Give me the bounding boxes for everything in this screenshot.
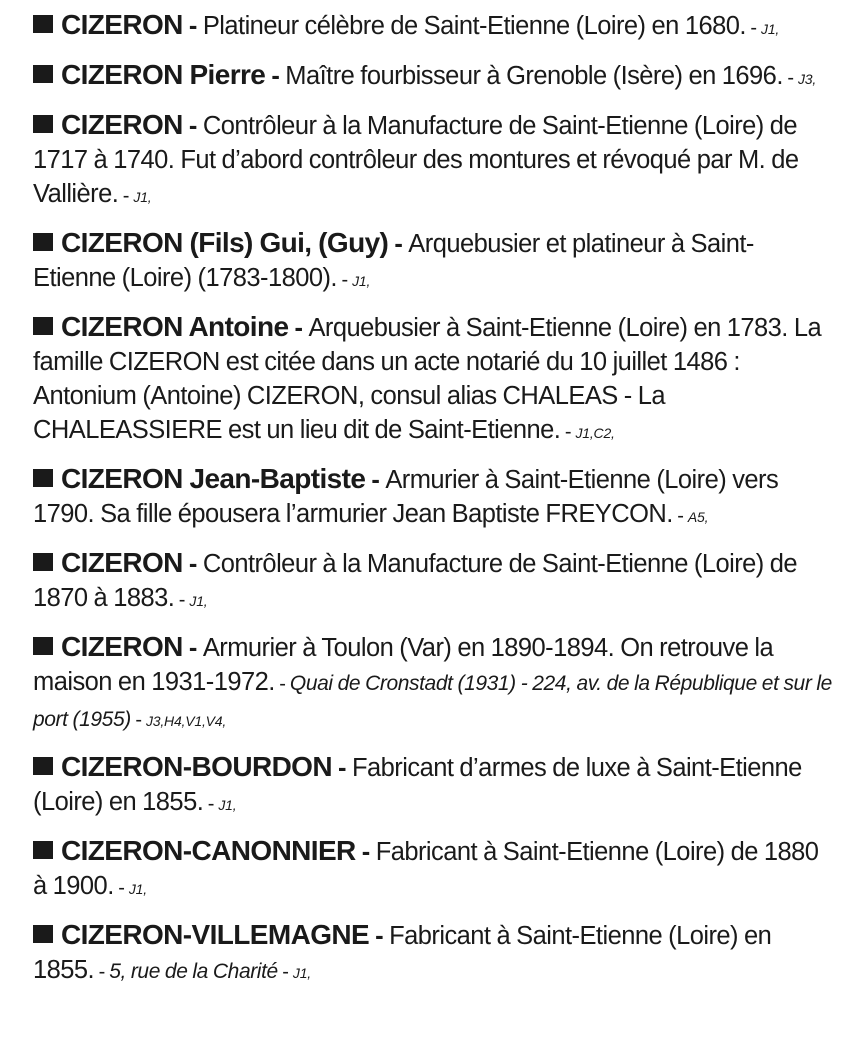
entry-source: J1, — [352, 273, 371, 289]
entry-8: CIZERON - Armurier à Toulon (Var) en 1890-1894. On retrouve la maison en 1931-1972. - Quai de Cronstadt (1931) - 224, av. de la République et sur le port (1955) - J3,H4,V1,V4, — [33, 631, 832, 731]
square-bullet-icon — [33, 841, 53, 859]
entry-description: Armurier à Saint-Etienne (Loire) vers 1790. Sa fille épousera l’armurier Jean Baptiste FREYCON. — [33, 466, 779, 528]
entry-description: Platineur célèbre de Saint-Etienne (Loire) en 1680. — [202, 12, 746, 40]
entry-6: CIZERON Jean-Baptiste - Armurier à Saint-Etienne (Loire) vers 1790. Sa fille épousera l’armurier Jean Baptiste FREYCON. - A5, — [33, 463, 779, 528]
entry-name: CIZERON-BOURDON — [61, 751, 332, 782]
square-bullet-icon — [33, 757, 53, 775]
entry-source: A5, — [687, 509, 709, 525]
square-bullet-icon — [33, 65, 53, 83]
entry-name: CIZERON-VILLEMAGNE — [61, 919, 370, 950]
entry-name: CIZERON — [61, 547, 183, 578]
entry-source: J1, — [128, 881, 147, 897]
square-bullet-icon — [33, 317, 53, 335]
entry-9: CIZERON-BOURDON - Fabricant d’armes de luxe à Saint-Etienne (Loire) en 1855. - J1, — [33, 751, 802, 816]
entry-description: Fabricant à Saint-Etienne (Loire) en 1855. — [33, 922, 772, 984]
entry-source: J1, — [292, 965, 311, 981]
entry-1: CIZERON - Platineur célèbre de Saint-Etienne (Loire) en 1680. - J1, — [33, 8, 832, 46]
entry-description: Maître fourbisseur à Grenoble (Isère) en 1696. — [285, 62, 783, 90]
entry-3: CIZERON - Contrôleur à la Manufacture de Saint-Etienne (Loire) de 1717 à 1740. Fut d’abord contrôleur des montures et révoqué par M. de Vallière. - J1, — [33, 109, 799, 208]
entry-description: Armurier à Toulon (Var) en 1890-1894. On retrouve la maison en 1931-1972. — [33, 634, 774, 696]
square-bullet-icon — [33, 115, 53, 133]
entry-2: CIZERON Pierre - Maître fourbisseur à Grenoble (Isère) en 1696. - J3, — [33, 58, 832, 96]
square-bullet-icon — [33, 15, 53, 33]
entry-name: CIZERON — [61, 9, 183, 40]
entry-source: J3,H4,V1,V4, — [145, 713, 227, 729]
square-bullet-icon — [33, 469, 53, 487]
entry-name: CIZERON Jean-Baptiste — [61, 463, 366, 494]
entry-7: CIZERON - Contrôleur à la Manufacture de Saint-Etienne (Loire) de 1870 à 1883. - J1, — [33, 547, 798, 612]
entry-description: Contrôleur à la Manufacture de Saint-Etienne (Loire) de 1717 à 1740. Fut d’abord contrôleur des montures et révoqué par M. de Vallière. — [33, 112, 799, 208]
entry-name: CIZERON-CANONNIER — [61, 835, 356, 866]
entry-source: J1, — [189, 593, 208, 609]
entry-11: CIZERON-VILLEMAGNE - Fabricant à Saint-Etienne (Loire) en 1855. - 5, rue de la Charité - J1, — [33, 919, 772, 984]
entry-description: Arquebusier et platineur à Saint-Etienne (Loire) (1783-1800). — [33, 230, 754, 292]
entry-description: Fabricant à Saint-Etienne (Loire) de 1880 à 1900. — [33, 838, 819, 900]
square-bullet-icon — [33, 553, 53, 571]
entry-4: CIZERON (Fils) Gui, (Guy) - Arquebusier et platineur à Saint-Etienne (Loire) (1783-1800). - J1, — [33, 227, 754, 292]
entry-source: J1, — [218, 797, 237, 813]
entry-name: CIZERON — [61, 109, 183, 140]
square-bullet-icon — [33, 637, 53, 655]
entry-source: J1, — [761, 21, 780, 37]
entry-address: 5, rue de la Charité — [109, 960, 278, 983]
entry-description: Arquebusier à Saint-Etienne (Loire) en 1783. La famille CIZERON est citée dans un acte notarié du 10 juillet 1486 : Antonium (Antoine) CIZERON, consul alias CHALEAS - La CHALEASSIERE est un lieu dit de Saint-Etienne. — [33, 314, 822, 444]
entry-10: CIZERON-CANONNIER - Fabricant à Saint-Etienne (Loire) de 1880 à 1900. - J1, — [33, 835, 819, 900]
entry-5: CIZERON Antoine - Arquebusier à Saint-Etienne (Loire) en 1783. La famille CIZERON est citée dans un acte notarié du 10 juillet 1486 : Antonium (Antoine) CIZERON, consul alias CHALEAS - La CHALEASSIERE est un lieu dit de Saint-Etienne. - J1,C2, — [33, 311, 822, 444]
square-bullet-icon — [33, 233, 53, 251]
entry-description: Contrôleur à la Manufacture de Saint-Etienne (Loire) de 1870 à 1883. — [33, 550, 798, 612]
entry-description: Fabricant d’armes de luxe à Saint-Etienne (Loire) en 1855. — [33, 754, 802, 816]
entry-source: J1, — [133, 189, 152, 205]
entry-address: Quai de Cronstadt (1931) - 224, av. de la République et sur le port (1955) — [33, 672, 832, 731]
entry-source: J1,C2, — [575, 425, 615, 441]
entry-name: CIZERON Antoine — [61, 311, 289, 342]
entry-name: CIZERON Pierre — [61, 59, 266, 90]
entry-source: J3, — [797, 71, 817, 87]
entry-name: CIZERON (Fils) Gui, (Guy) — [61, 227, 389, 258]
square-bullet-icon — [33, 925, 53, 943]
entry-name: CIZERON — [61, 631, 183, 662]
